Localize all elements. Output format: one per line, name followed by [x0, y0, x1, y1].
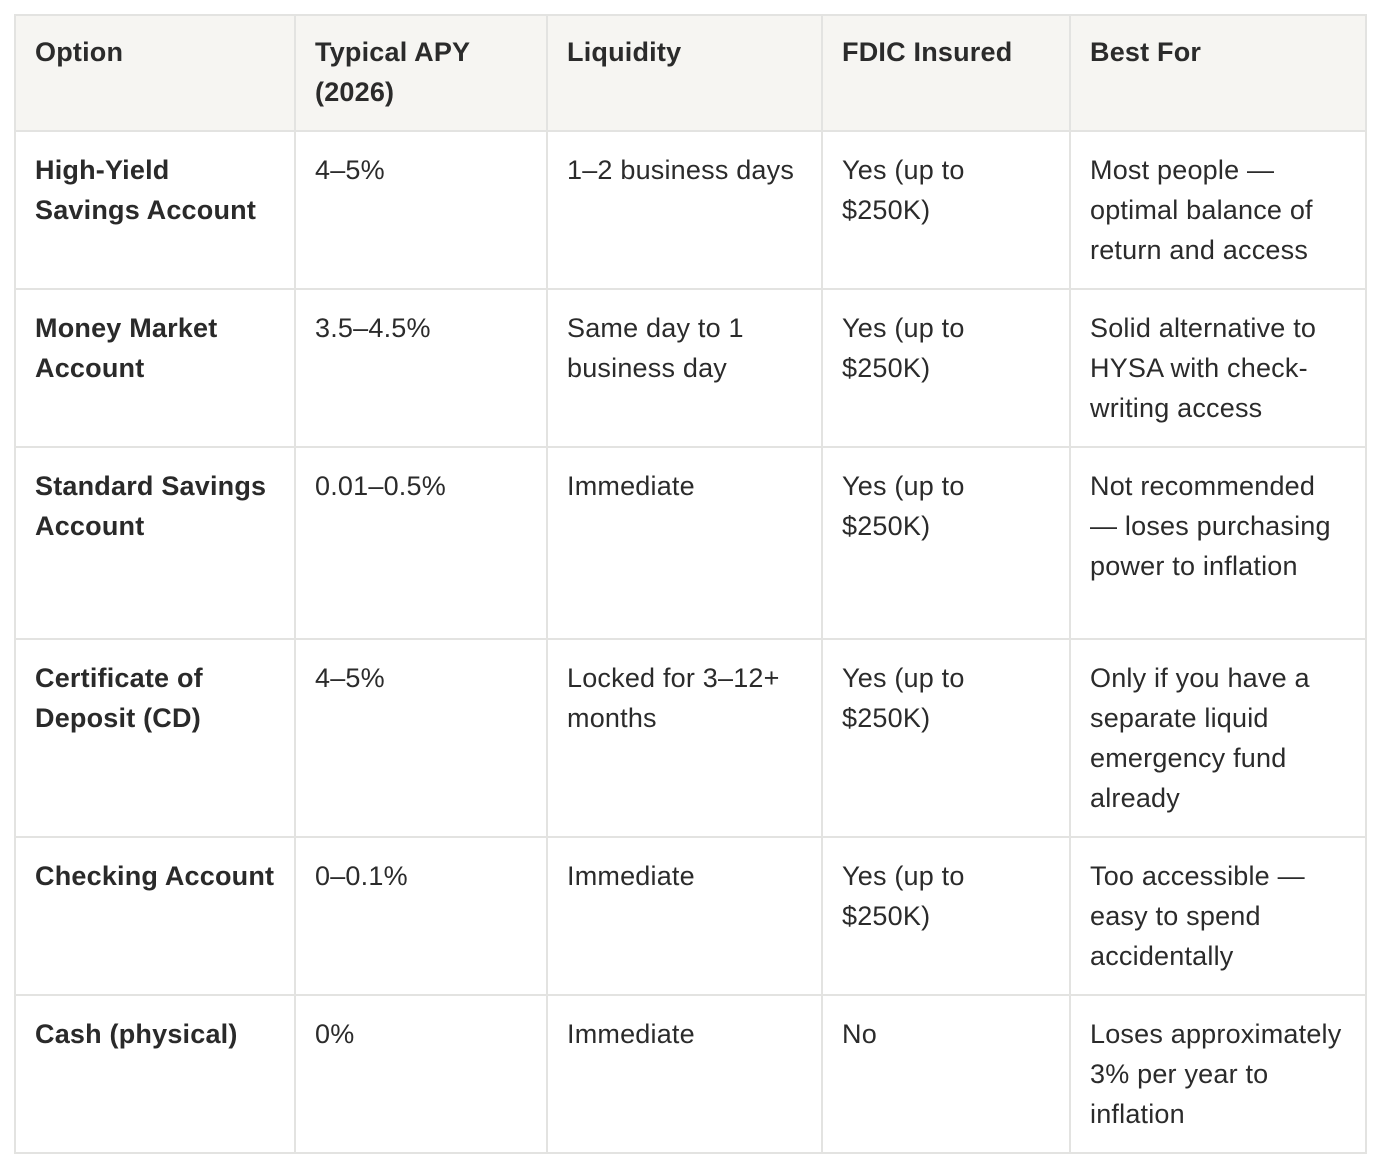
cell-option: Standard Savings Account [15, 447, 295, 639]
table-row [15, 447, 1366, 639]
table-row [15, 995, 1366, 1153]
cell-typical-apy: 4–5% [295, 639, 547, 837]
cell-best-for: Loses approximately 3% per year to inflation [1070, 995, 1366, 1153]
cell-liquidity: Locked for 3–12+ months [547, 639, 822, 837]
table-body [15, 131, 1366, 1153]
cell-typical-apy: 0.01–0.5% [295, 447, 547, 639]
cell-best-for: Most people — optimal balance of return and access [1070, 131, 1366, 289]
cell-liquidity: Immediate [547, 995, 822, 1153]
savings-options-table-container [14, 14, 1367, 1154]
header-row [15, 15, 1366, 131]
cell-typical-apy: 0% [295, 995, 547, 1153]
table-row [15, 837, 1366, 995]
cell-fdic-insured: Yes (up to $250K) [822, 289, 1070, 447]
cell-option: Cash (physical) [15, 995, 295, 1153]
header-option: Option [15, 15, 295, 131]
cell-option: Checking Account [15, 837, 295, 995]
cell-liquidity: 1–2 business days [547, 131, 822, 289]
table-row [15, 131, 1366, 289]
cell-option: Money Market Account [15, 289, 295, 447]
cell-option: Certificate of Deposit (CD) [15, 639, 295, 837]
cell-liquidity: Immediate [547, 447, 822, 639]
header-liquidity: Liquidity [547, 15, 822, 131]
cell-typical-apy: 4–5% [295, 131, 547, 289]
cell-typical-apy: 3.5–4.5% [295, 289, 547, 447]
header-best-for: Best For [1070, 15, 1366, 131]
cell-liquidity: Immediate [547, 837, 822, 995]
table-row [15, 639, 1366, 837]
cell-typical-apy: 0–0.1% [295, 837, 547, 995]
cell-fdic-insured: Yes (up to $250K) [822, 131, 1070, 289]
header-typical-apy: Typical APY (2026) [295, 15, 547, 131]
cell-fdic-insured: Yes (up to $250K) [822, 447, 1070, 639]
cell-option: High-Yield Savings Account [15, 131, 295, 289]
cell-best-for: Only if you have a separate liquid emergency fund already [1070, 639, 1366, 837]
savings-options-table [14, 14, 1367, 1154]
cell-fdic-insured: No [822, 995, 1070, 1153]
cell-best-for: Solid alternative to HYSA with check-writing access [1070, 289, 1366, 447]
table-row [15, 289, 1366, 447]
cell-liquidity: Same day to 1 business day [547, 289, 822, 447]
cell-fdic-insured: Yes (up to $250K) [822, 639, 1070, 837]
cell-best-for: Not recommended — loses purchasing power to inflation [1070, 447, 1366, 639]
cell-fdic-insured: Yes (up to $250K) [822, 837, 1070, 995]
table-header [15, 15, 1366, 131]
cell-best-for: Too accessible — easy to spend accidentally [1070, 837, 1366, 995]
header-fdic-insured: FDIC Insured [822, 15, 1070, 131]
